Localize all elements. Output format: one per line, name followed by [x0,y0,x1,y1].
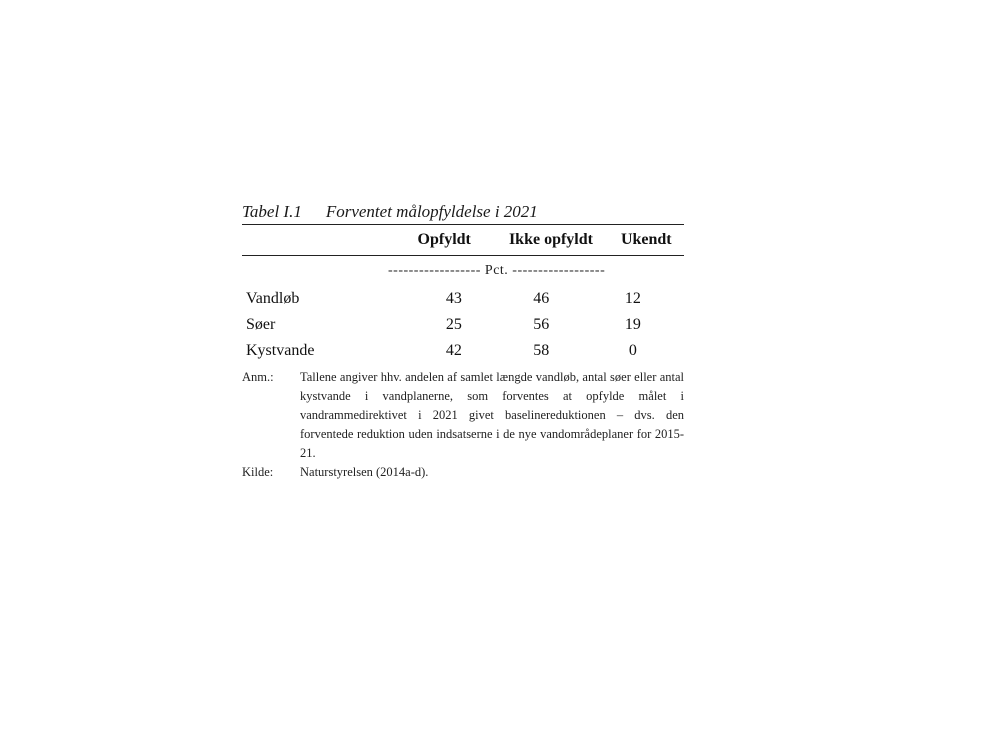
row-label: Kystvande [246,342,315,359]
cell-opfyldt: 42 [445,342,462,359]
unit-row [242,256,684,286]
note-anm-label: Anm.: [242,370,274,384]
header-opfyldt: Opfyldt [417,231,471,248]
unit-label: ------------------ Pct. ------------------ [388,263,606,278]
row-label: Søer [246,316,276,333]
note-kilde [242,463,684,482]
cell-ikke-opfyldt: 58 [533,342,550,359]
note-anm [242,368,684,463]
cell-opfyldt: 43 [445,290,462,307]
cell-ukendt: 19 [624,316,641,333]
note-kilde-text: Naturstyrelsen (2014a-d). [300,465,429,479]
header-ukendt: Ukendt [620,231,672,248]
cell-ikke-opfyldt: 56 [533,316,550,333]
cell-opfyldt: 25 [445,316,462,333]
table-number: Tabel I.1 [242,202,302,221]
table-title: Forventet målopfyldelse i 2021 [325,202,538,221]
table-row [242,286,684,312]
note-anm-text: Tallene angiver hhv. andelen af samlet længde vandløb, antal søer eller antal kystvande i vandplanerne, som forventes at opfylde målet i vandrammedirektivet i 2021 givet baselinereduktionen – dvs. den forventede reduktion uden indsatserne i de nye vandområdeplaner for 2015-21. [300,370,684,460]
table-caption [242,200,684,224]
cell-ukendt: 12 [624,290,641,307]
header-ikke-opfyldt: Ikke opfyldt [508,231,593,248]
table-row [242,312,684,338]
row-label: Vandløb [246,290,300,307]
table-row [242,338,684,364]
table-figure [242,200,684,482]
table-header-row [242,225,684,255]
cell-ukendt: 0 [628,342,637,359]
cell-ikke-opfyldt: 46 [533,290,550,307]
table-notes [242,368,684,482]
note-kilde-label: Kilde: [242,465,274,479]
